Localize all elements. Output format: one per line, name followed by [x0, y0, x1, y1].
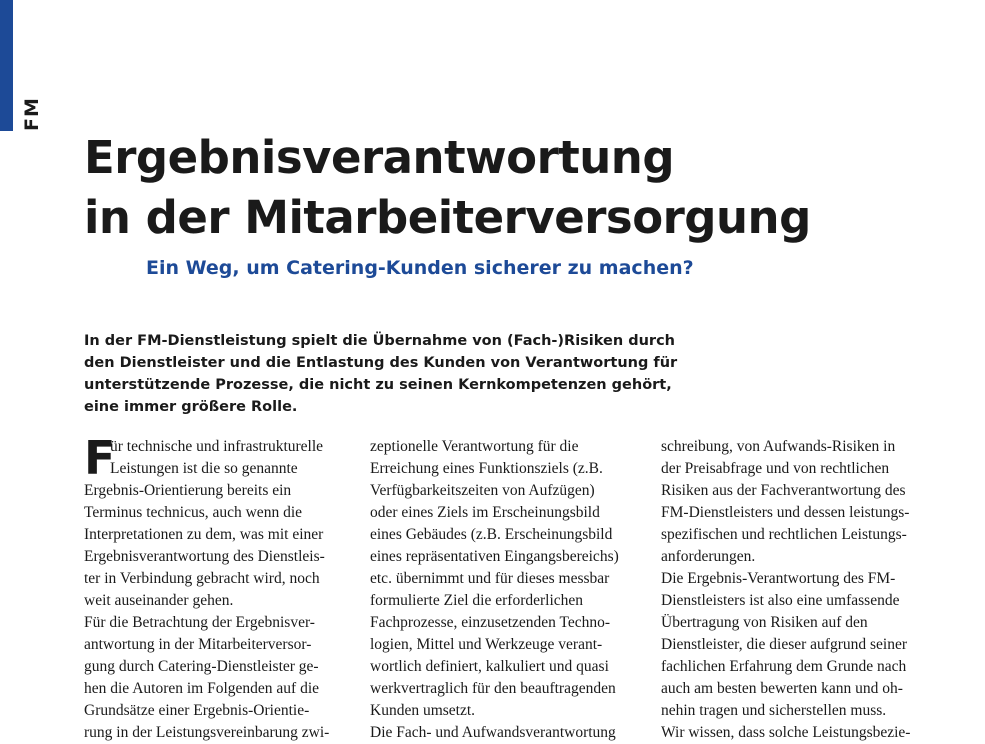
lead-line: den Dienstleister und die Entlastung des Kunden von Verantwortung für	[84, 355, 678, 371]
body-line: auch am besten bewerten kann und oh-	[661, 680, 903, 697]
body-line: antwortung in der Mitarbeiterversor-	[84, 636, 312, 653]
body-line: logien, Mittel und Werkzeuge verant-	[370, 636, 603, 653]
body-line: Fachprozesse, einzusetzenden Techno-	[370, 614, 611, 631]
body-line: Übertragung von Risiken auf den	[661, 614, 868, 631]
body-line: Interpretationen zu dem, was mit einer	[84, 526, 324, 543]
article-subtitle: Ein Weg, um Catering-Kunden sicherer zu machen?	[146, 257, 694, 279]
body-line: Dienstleisters ist also eine umfassende	[661, 592, 900, 609]
lead-line: In der FM-Dienstleistung spielt die Übernahme von (Fach-)Risiken durch	[84, 333, 676, 349]
title-line-2: in der Mitarbeiterversorgung	[84, 191, 811, 244]
lead-line: unterstützende Prozesse, die nicht zu seinen Kernkompetenzen gehört,	[84, 377, 672, 393]
section-color-bar	[0, 0, 13, 131]
body-line: Terminus technicus, auch wenn die	[84, 504, 302, 521]
body-line: Die Ergebnis-Verantwortung des FM-	[661, 570, 896, 587]
body-line: zeptionelle Verantwortung für die	[370, 438, 579, 455]
body-line: schreibung, von Aufwands-Risiken in	[661, 438, 896, 455]
body-line: Ergebnis-Orientierung bereits ein	[84, 482, 292, 499]
drop-cap: F	[84, 431, 116, 485]
body-line: Verfügbarkeitszeiten von Aufzügen)	[370, 482, 595, 499]
section-label: FM	[21, 97, 44, 131]
body-line: Risiken aus der Fachverantwortung des	[661, 482, 906, 499]
body-line: spezifischen und rechtlichen Leistungs-	[661, 526, 907, 543]
body-line: eines Gebäudes (z.B. Erscheinungsbild	[370, 526, 613, 543]
body-line: weit auseinander gehen.	[84, 592, 234, 609]
lead-paragraph	[84, 330, 684, 418]
body-line: Wir wissen, dass solche Leistungsbezie-	[661, 724, 911, 741]
text-column-2	[370, 436, 645, 744]
body-line: wortlich definiert, kalkuliert und quasi	[370, 658, 609, 675]
body-line: Für die Betrachtung der Ergebnisver-	[84, 614, 315, 631]
body-line: nehin tragen und sicherstellen muss.	[661, 702, 887, 719]
text-column-1	[84, 431, 359, 744]
body-line: rung in der Leistungsvereinbarung zwi-	[84, 724, 330, 741]
body-line: Grundsätze einer Ergebnis-Orientie-	[84, 702, 310, 719]
body-line: Ergebnisverantwortung des Dienstleis-	[84, 548, 325, 565]
body-line: Erreichung eines Funktionsziels (z.B.	[370, 460, 603, 477]
body-line: anforderungen.	[661, 548, 756, 565]
body-line: eines repräsentativen Eingangsbereichs)	[370, 548, 619, 565]
body-line: FM-Dienstleisters und dessen leistungs-	[661, 504, 910, 521]
lead-line: eine immer größere Rolle.	[84, 399, 298, 415]
body-line: gung durch Catering-Dienstleister ge-	[84, 658, 319, 675]
body-line: ter in Verbindung gebracht wird, noch	[84, 570, 320, 587]
body-line: etc. übernimmt und für dieses messbar	[370, 570, 610, 587]
body-line: Kunden umsetzt.	[370, 702, 476, 719]
body-line: Dienstleister, die dieser aufgrund seiner	[661, 636, 908, 653]
title-line-1: Ergebnisverantwortung	[84, 131, 675, 184]
body-line: werkvertraglich für den beauftragenden	[370, 680, 616, 697]
body-line: hen die Autoren im Folgenden auf die	[84, 680, 320, 697]
body-line: formulierte Ziel die erforderlichen	[370, 592, 584, 609]
body-line: der Preisabfrage und von rechtlichen	[661, 460, 890, 477]
body-line: Leistungen ist die so genannte	[110, 460, 298, 477]
article-title	[84, 128, 811, 248]
body-line: oder eines Ziels im Erscheinungsbild	[370, 504, 600, 521]
body-line: Die Fach- und Aufwandsverantwortung	[370, 724, 616, 741]
body-line: ür technische und infrastrukturelle	[110, 438, 324, 455]
body-line: fachlichen Erfahrung dem Grunde nach	[661, 658, 907, 675]
text-column-3	[661, 436, 941, 744]
